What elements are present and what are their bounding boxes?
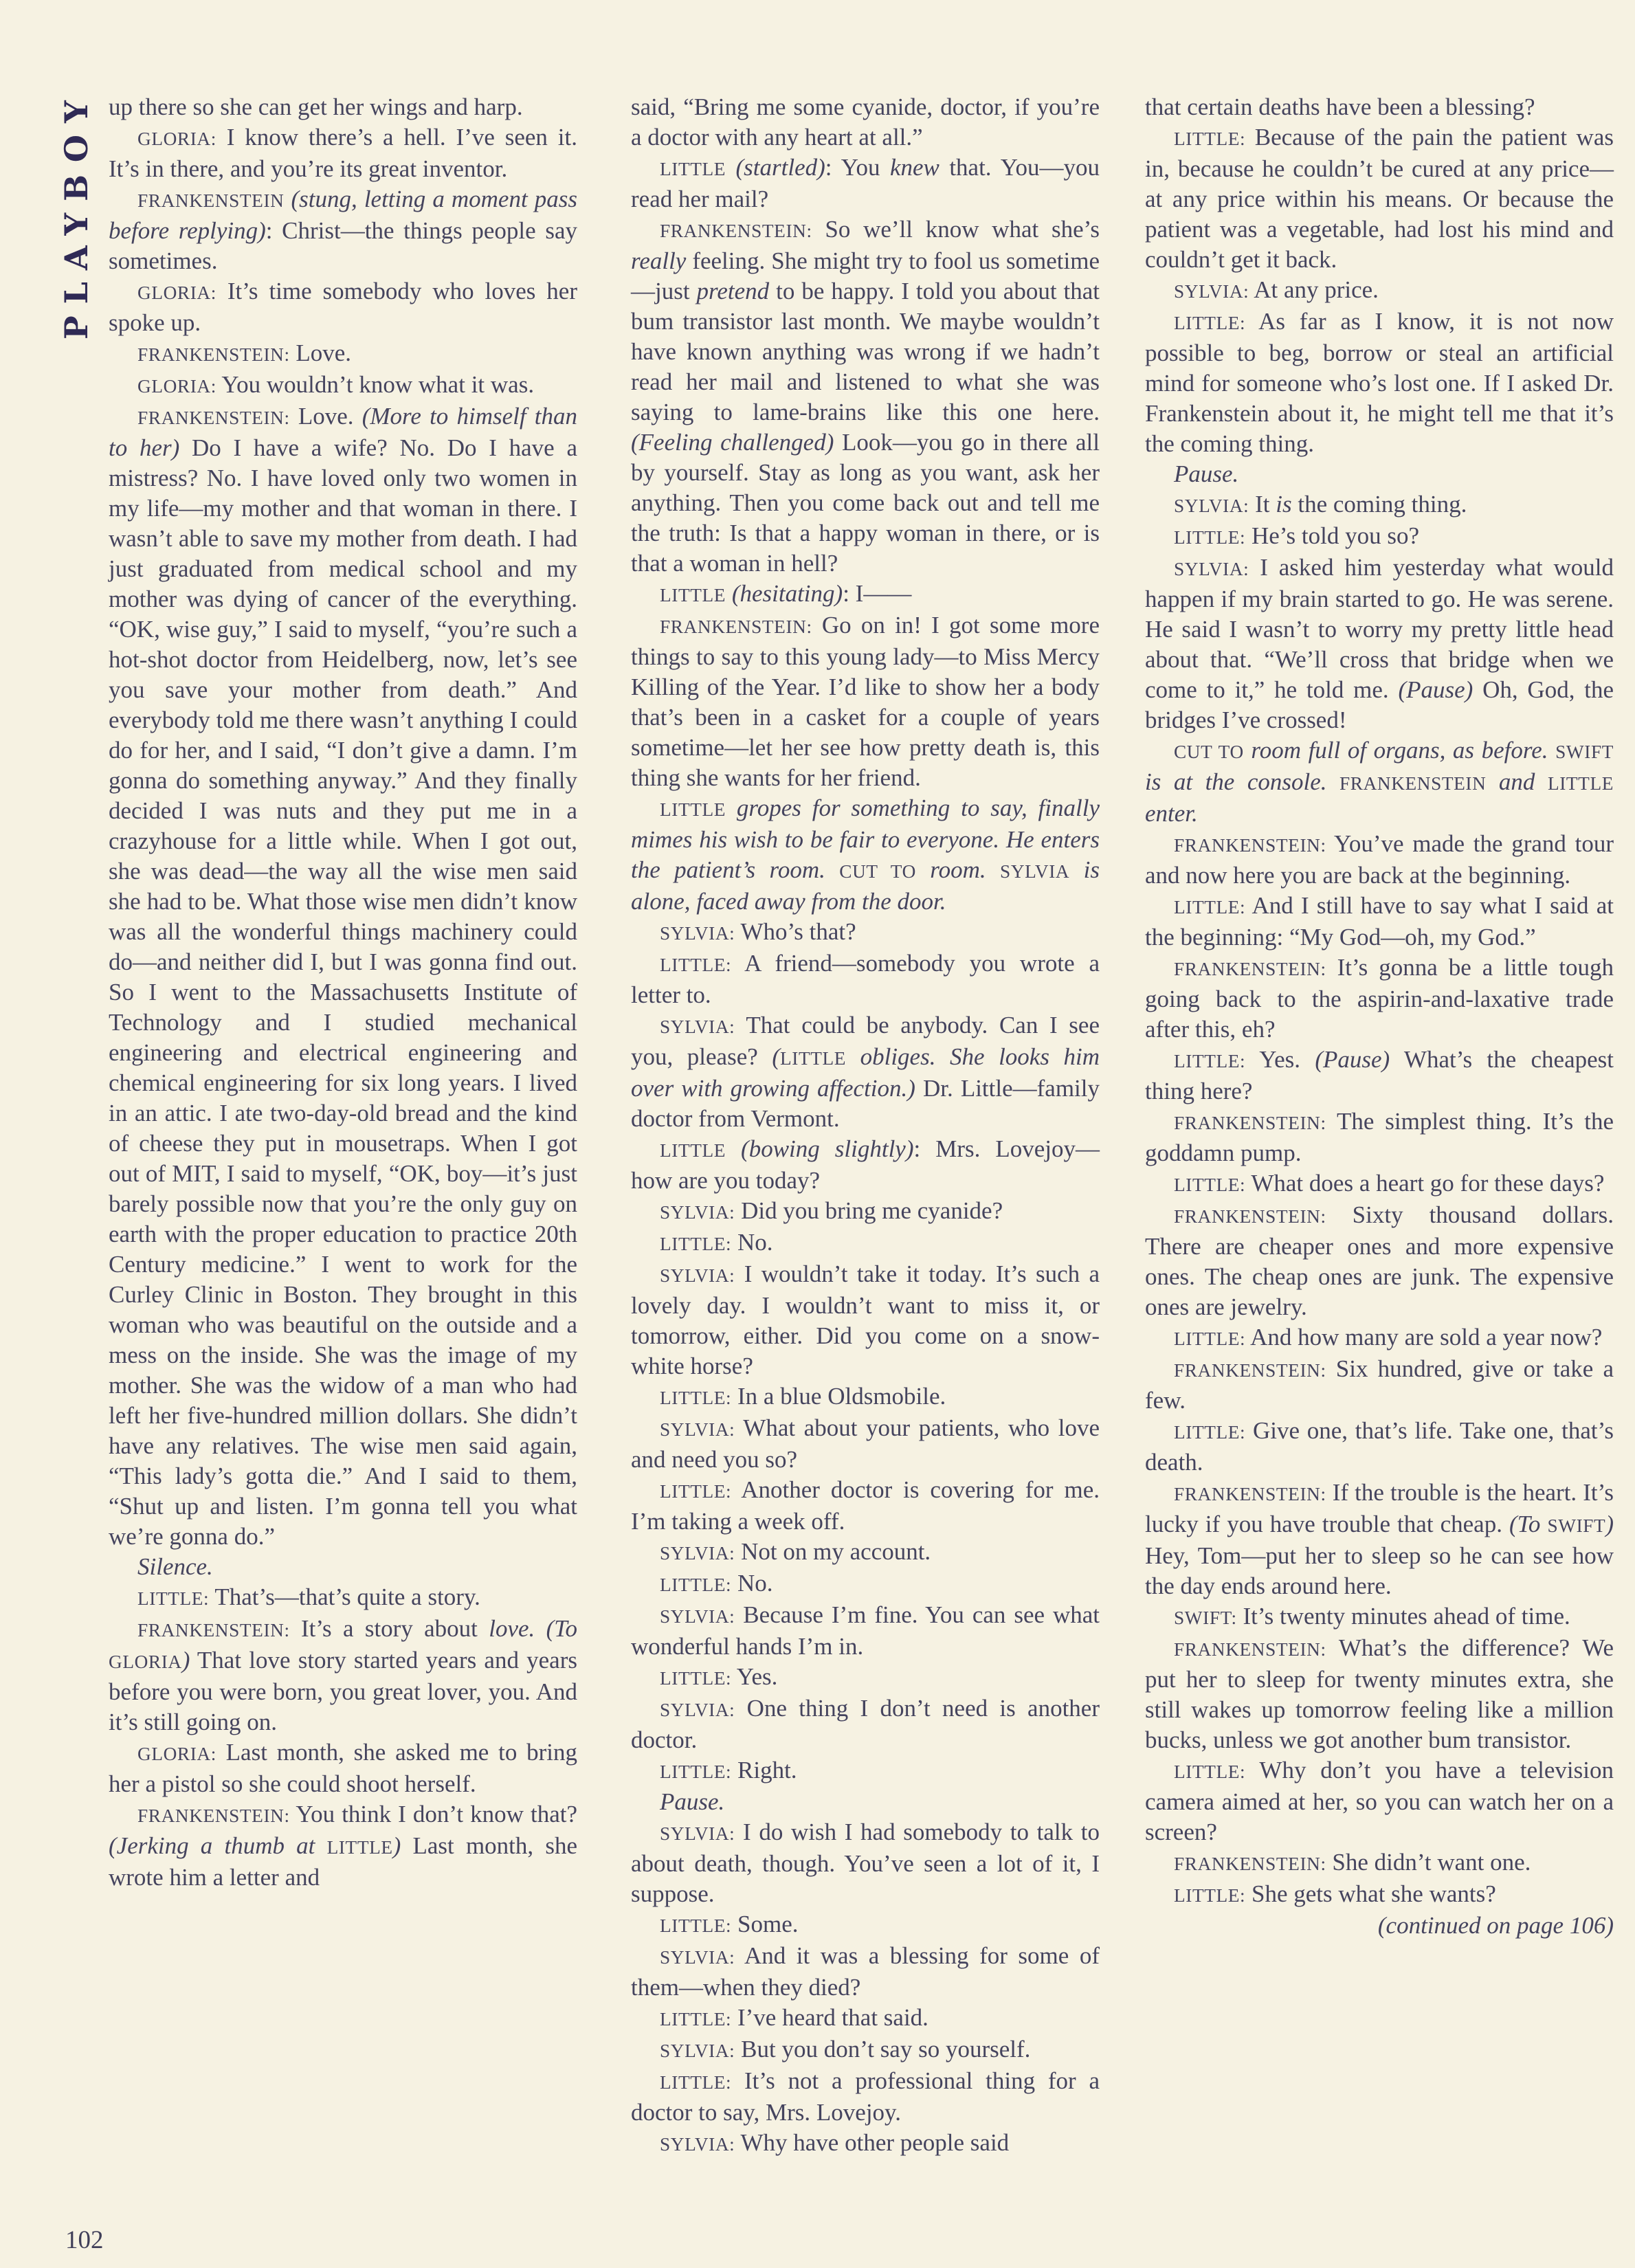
script-paragraph [1145,1200,1614,1322]
speaker-label: FRANKENSTEIN: [1174,1113,1326,1133]
script-paragraph [1145,275,1614,307]
dialogue-text: At any price. [1249,276,1379,303]
speaker-label: LITTLE: [660,2072,732,2093]
stage-direction: (Pause) [1315,1046,1390,1073]
script-paragraph [631,1010,1100,1134]
dialogue-text: that. You—you read her mail? [631,154,1100,212]
script-paragraph [631,1693,1100,1755]
speaker-label: LITTLE [660,585,726,605]
speaker-label: LITTLE: [1174,129,1246,149]
speaker-label: LITTLE: [1174,527,1246,548]
script-paragraph [631,1755,1100,1787]
dialogue-text: If the trouble is the heart. It’s lucky if you have trouble that cheap. [1145,1479,1614,1537]
speaker-label: LITTLE: [660,1388,732,1408]
script-paragraph [1145,489,1614,521]
speaker-label: SYLVIA: [660,1202,735,1223]
dialogue-text: And I still have to say what I said at the beginning: “My God—oh, my God.” [1145,892,1614,950]
dialogue-text: It’s twenty minutes ahead of time. [1236,1603,1570,1630]
speaker-label: SYLVIA [1000,861,1070,882]
stage-direction: (hesitating) [726,580,843,607]
dialogue-text: that certain deaths have been a blessing? [1145,93,1535,120]
speaker-label: SYLVIA: [660,2134,735,2155]
script-paragraph [1145,1601,1614,1633]
stage-direction: room. [915,856,1001,883]
dialogue-text: A friend—somebody you wrote a letter to. [631,950,1100,1008]
dialogue-text: What’s the difference? We put her to sleep for twenty minutes extra, she still wakes up tomorrow feeling like a million bucks, unless we got another bum transistor. [1145,1634,1614,1753]
text-column-2 [631,92,1100,2159]
stage-direction: Pause. [1174,460,1239,487]
script-paragraph [631,1787,1100,1817]
dialogue-text: That love story started years and years before you were born, you great lover, you. And it’s still going on. [109,1647,577,1735]
script-paragraph [631,1381,1100,1413]
script-paragraph [631,1909,1100,1941]
speaker-label: FRANKENSTEIN: [1174,959,1326,979]
script-paragraph [1145,1168,1614,1200]
speaker-label: GLORIA: [137,129,216,149]
script-paragraph [631,793,1100,917]
speaker-label: LITTLE: [660,2009,732,2030]
dialogue-text: Yes. [1245,1046,1315,1073]
stage-direction: (Jerking a thumb at [109,1832,327,1859]
dialogue-text: You’ve made the grand tour and now here you are back at the beginning. [1145,830,1614,889]
speaker-label: FRANKENSTEIN: [1174,1206,1326,1227]
speaker-label: CUT TO [839,861,916,882]
dialogue-text: Some. [731,1911,799,1937]
script-paragraph [1145,1107,1614,1168]
speaker-label: LITTLE: [1174,313,1246,333]
speaker-label: LITTLE [660,799,726,820]
script-paragraph [1145,1911,1614,1941]
dialogue-text: But you don’t say so yourself. [735,2036,1031,2063]
speaker-label: LITTLE: [660,955,732,975]
dialogue-text: : Mrs. Lovejoy—how are you today? [631,1135,1100,1194]
dialogue-text: He’s told you so? [1245,522,1420,549]
script-paragraph [1145,1879,1614,1911]
script-paragraph [109,92,577,122]
stage-direction: ( [772,1043,780,1070]
script-paragraph [631,1196,1100,1227]
speaker-label: GLORIA: [137,1744,216,1764]
text-column-1 [109,92,577,1893]
speaker-label: SYLVIA: [660,1606,735,1627]
script-paragraph [109,401,577,1552]
script-paragraph [1145,521,1614,553]
script-paragraph [631,1600,1100,1662]
dialogue-text: One thing I don’t need is another doctor. [631,1695,1100,1753]
dialogue-text: And it was a blessing for some of them—when they died? [631,1942,1100,2001]
stage-direction: is at the console. [1145,768,1339,795]
speaker-label: LITTLE: [1174,1885,1246,1906]
speaker-label: SYLVIA: [660,2041,735,2061]
stage-direction: (More to himself than to her) [109,403,578,461]
speaker-label: SYLVIA: [1174,281,1249,302]
dialogue-text: What’s the cheapest thing here? [1145,1046,1614,1104]
dialogue-text: I’ve heard that said. [731,2004,928,2031]
script-paragraph [1145,1045,1614,1107]
speaker-label: LITTLE [1547,773,1614,794]
dialogue-text: Last month, she wrote him a letter and [109,1832,577,1891]
speaker-label: SYLVIA: [660,923,735,944]
script-paragraph [109,1737,577,1799]
speaker-label: LITTLE: [660,1234,732,1254]
dialogue-text: Right. [731,1757,797,1783]
script-paragraph [631,948,1100,1010]
speaker-label: FRANKENSTEIN: [137,344,290,365]
script-paragraph [1145,829,1614,891]
script-paragraph [1145,1633,1614,1755]
stage-direction: really [631,247,687,274]
dialogue-text: Love. [289,403,362,430]
speaker-label: FRANKENSTEIN: [137,408,290,428]
stage-direction: love. (To [489,1615,577,1642]
speaker-label: SYLVIA: [660,1700,735,1720]
speaker-label: SWIFT: [1174,1608,1237,1628]
script-paragraph [1145,307,1614,459]
text-column-3 [1145,92,1614,1941]
dialogue-text: Love. [289,340,352,366]
speaker-label: SYLVIA: [660,1823,735,1844]
dialogue-text: I asked him yesterday what would happen if my brain started to go. He was serene. He said I wasn’t to worry my pretty little head about that. “We’ll cross that bridge when we come to it,” he told me. [1145,554,1614,703]
speaker-label: LITTLE: [1174,1175,1246,1195]
script-paragraph [631,2128,1100,2159]
speaker-label: LITTLE: [1174,1328,1246,1349]
script-paragraph [1145,891,1614,953]
speaker-label: LITTLE: [660,1481,732,1502]
script-paragraph [631,1817,1100,1909]
dialogue-text: : Christ—the things people say sometimes. [109,217,577,274]
page-number: 102 [65,2226,104,2254]
speaker-label: FRANKENSTEIN: [1174,1484,1326,1504]
dialogue-text: In a blue Oldsmobile. [731,1383,946,1410]
dialogue-text: feeling. She might try to fool us sometime—just [631,247,1100,304]
dialogue-text: It’s a story about [289,1615,489,1642]
dialogue-text: Sixty thousand dollars. There are cheaper ones and more expensive ones. The cheap ones are junk. The expensive ones are jewelry. [1145,1201,1614,1320]
script-paragraph [109,1552,577,1582]
speaker-label: LITTLE [660,1140,726,1161]
dialogue-text: Give one, that’s life. Take one, that’s death. [1145,1417,1614,1476]
script-paragraph [631,2066,1100,2128]
speaker-label: FRANKENSTEIN [1339,773,1487,794]
dialogue-text: Because of the pain the patient was in, because he couldn’t be cured at any price—at any price within his means. Or because the patient was a vegetable, had lost his mind and couldn’t get it back. [1145,124,1614,273]
dialogue-text: She didn’t want one. [1326,1849,1531,1876]
dialogue-text: Yes. [731,1663,778,1690]
speaker-label: SYLVIA: [660,1016,735,1037]
script-paragraph [631,2034,1100,2066]
speaker-label: SYLVIA: [660,1543,735,1564]
dialogue-text: Hey, Tom—put her to sleep so he can see how the day ends around here. [1145,1542,1614,1599]
stage-direction: is alone, faced away from the door. [631,856,1100,915]
stage-direction: (bowing slightly) [726,1135,914,1162]
stage-direction: gropes for something to say, finally mimes his wish to be fair to everyone. He enters the patient’s room. [631,794,1100,883]
dialogue-text: What about your patients, who love and need you so? [631,1414,1100,1473]
speaker-label: FRANKENSTEIN: [660,616,812,637]
magazine-spine-title: PLAYBOY [58,89,95,340]
dialogue-text: Oh, God, the bridges I’ve crossed! [1145,676,1614,733]
speaker-label: FRANKENSTEIN: [137,1620,290,1641]
script-paragraph [1145,553,1614,735]
dialogue-text: It [1249,491,1276,518]
speaker-label: FRANKENSTEIN: [660,221,812,241]
stage-direction: pretend [696,278,770,304]
stage-direction: (startled) [726,154,825,181]
dialogue-text: It’s gonna be a little tough going back to the aspirin-and-laxative trade after this, eh? [1145,954,1614,1043]
speaker-label: GLORIA: [137,376,216,397]
speaker-label: GLORIA [109,1652,182,1672]
speaker-label: FRANKENSTEIN: [1174,1360,1326,1381]
script-paragraph [109,338,577,370]
dialogue-text: up there so she can get her wings and harp. [109,93,523,120]
speaker-label: SWIFT [1555,742,1614,762]
speaker-label: GLORIA: [137,282,216,303]
dialogue-text: Why have other people said [735,2129,1010,2156]
dialogue-text: As far as I know, it is not now possible to beg, borrow or steal an artificial mind for someone who’s lost one. If I asked Dr. Frankenstein about it, he might tell me that it’s the coming thing. [1145,308,1614,457]
script-paragraph [1145,1416,1614,1478]
dialogue-text: Did you bring me cyanide? [735,1197,1003,1224]
dialogue-text: Not on my account. [735,1538,931,1565]
speaker-label: CUT TO [1174,742,1244,762]
stage-direction: enter. [1145,800,1198,827]
dialogue-text: I do wish I had somebody to talk to about death, though. You’ve seen a lot of it, I suppose. [631,1819,1100,1907]
stage-direction: and [1486,768,1548,795]
script-paragraph [631,1537,1100,1568]
speaker-label: LITTLE: [1174,1051,1246,1071]
dialogue-text: Do I have a wife? No. Do I have a mistress? No. I have loved only two women in my life—my mother and that woman in there. I wasn’t able to save my mother from death. I had just graduated from medical school and my mother was dying of cancer of the everything. “OK, wise guy,” I said to myself, “you’re such a hot-shot doctor from Heidelberg, now, let’s see you save your mother from death.” And everybody told me there wasn’t anything I could do for her, and I said, “I don’t give a damn. I’m gonna do something anyway.” And they finally decided I was nuts and they put me in a crazyhouse for a little while. When I got out, she was dead—the way all the wise men said she had to be. What those wise men didn’t know was all the wonderful things machinery could do—and neither did I, but I was gonna find out. So I went to the Massachusetts Institute of Technology and I studied mechanical engineering and electrical engineering and chemical engineering for six long years. I lived in an attic. I ate two-day-old bread and the kind of cheese they put in mousetraps. When I got out of MIT, I said to myself, “OK, boy—it’s just barely possible now that you’re the only guy on earth with the proper education to practice 20th Century medicine.” I went to work for the Curley Clinic in Boston. They brought in this woman who was beautiful on the outside and a mess on the inside. She was the image of my mother. She was the widow of a man who had left her five-hundred million dollars. She didn’t have any relatives. The wise men said again, “This lady’s gotta die.” And I said to them, “Shut up and listen. I’m gonna tell you what we’re gonna do.” [109,434,577,1550]
script-paragraph [109,276,577,338]
script-paragraph [1145,92,1614,122]
script-paragraph [109,1582,577,1614]
dialogue-text: I wouldn’t take it today. It’s such a lovely day. I wouldn’t want to miss it, or tomorrow, either. Did you come on a snow-white horse? [631,1260,1100,1379]
dialogue-text: And how many are sold a year now? [1245,1324,1603,1350]
stage-direction: Silence. [137,1553,213,1580]
dialogue-text: You think I don’t know that? [289,1801,577,1827]
script-paragraph [631,1662,1100,1693]
stage-direction: knew [889,154,939,181]
script-paragraph [631,92,1100,153]
speaker-label: FRANKENSTEIN: [1174,1639,1326,1660]
dialogue-text: It’s time somebody who loves her spoke up. [109,278,577,336]
script-paragraph [109,1799,577,1893]
dialogue-text: That’s—that’s quite a story. [209,1583,480,1610]
script-paragraph [631,1413,1100,1475]
speaker-label: LITTLE: [660,1575,732,1595]
stage-direction: (To [1509,1511,1548,1537]
dialogue-text: So we’ll know what she’s [812,216,1100,243]
script-paragraph [631,610,1100,793]
script-paragraph [631,1941,1100,2003]
speaker-label: SYLVIA: [660,1265,735,1286]
script-paragraph [631,1134,1100,1196]
speaker-label: SYLVIA: [1174,559,1249,579]
stage-direction: (Pause) [1398,676,1473,703]
speaker-label: LITTLE: [660,1668,732,1689]
dialogue-text: Six hundred, give or take a few. [1145,1355,1614,1414]
script-paragraph [1145,953,1614,1045]
stage-direction: ) [181,1647,190,1674]
stage-direction: (stung, letting a moment pass before replying) [109,186,577,244]
dialogue-text: Another doctor is covering for me. I’m taking a week off. [631,1476,1100,1535]
dialogue-text: Last month, she asked me to bring her a pistol so she could shoot herself. [109,1739,577,1797]
speaker-label: LITTLE: [1174,897,1246,918]
script-paragraph [109,1614,577,1737]
script-paragraph [1145,1354,1614,1416]
script-paragraph [631,1227,1100,1259]
dialogue-text: : You [825,154,890,181]
script-paragraph [1145,459,1614,489]
script-paragraph [109,184,577,276]
dialogue-text: No. [731,1229,773,1256]
stage-direction: (continued on page 106) [1377,1912,1614,1939]
speaker-label: LITTLE [660,159,726,179]
dialogue-text: the coming thing. [1291,491,1467,518]
speaker-label: FRANKENSTEIN: [1174,1854,1326,1874]
dialogue-text: You wouldn’t know what it was. [216,371,535,398]
stage-direction: Pause. [660,1788,725,1815]
dialogue-text: Who’s that? [735,918,856,945]
dialogue-text: No. [731,1570,773,1597]
speaker-label: LITTLE [326,1837,393,1858]
dialogue-text: The simplest thing. It’s the goddamn pump. [1145,1108,1614,1166]
dialogue-text: I know there’s a hell. I’ve seen it. It’s in there, and you’re its great inventor. [109,124,577,182]
dialogue-text: : I—— [843,580,912,607]
script-paragraph [631,214,1100,579]
script-paragraph [109,122,577,184]
script-paragraph [631,153,1100,214]
script-paragraph [631,1568,1100,1600]
speaker-label: LITTLE: [660,1915,732,1936]
dialogue-text: Go on in! I got some more things to say to this young lady—to Miss Mercy Killing of the Year. I’d like to show her a body that’s been in a casket for a couple of years sometime—let her see how pretty death is, this thing she wants for her friend. [631,612,1100,791]
dialogue-text: Why don’t you have a television camera aimed at her, so you can watch her on a screen? [1145,1757,1614,1845]
speaker-label: FRANKENSTEIN: [137,1805,290,1826]
stage-direction: room full of organs, as before. [1243,737,1556,764]
dialogue-text: It’s not a professional thing for a doctor to say, Mrs. Lovejoy. [631,2067,1100,2126]
script-paragraph [1145,1478,1614,1601]
script-paragraph [631,1475,1100,1537]
script-paragraph [1145,735,1614,829]
dialogue-text: Dr. Little—family doctor from Vermont. [631,1075,1100,1132]
speaker-label: LITTLE: [660,1761,732,1782]
script-paragraph [1145,1847,1614,1879]
script-paragraph [631,579,1100,610]
speaker-label: LITTLE: [137,1588,210,1609]
speaker-label: LITTLE: [1174,1761,1246,1782]
stage-direction: (Feeling challenged) [631,429,834,456]
speaker-label: SYLVIA: [660,1947,735,1968]
script-paragraph [1145,122,1614,275]
stage-direction: ) [392,1832,401,1859]
stage-direction: obliges. She looks him over with growing affection.) [631,1043,1100,1102]
script-paragraph [631,917,1100,948]
dialogue-text: Because I’m fine. You can see what wonderful hands I’m in. [631,1601,1100,1660]
dialogue-text: Look—you go in there all by yourself. Stay as long as you want, ask her anything. Then you come back out and tell me the truth: Is that a happy woman in there, or is that a woman in hell? [631,429,1100,577]
script-paragraph [631,2003,1100,2034]
script-paragraph [631,1259,1100,1381]
dialogue-text: What does a heart go for these days? [1245,1170,1605,1197]
script-paragraph [109,370,577,401]
speaker-label: SYLVIA: [660,1419,735,1440]
script-paragraph [1145,1755,1614,1847]
dialogue-text: to be happy. I told you about that bum transistor last month. We maybe wouldn’t have known anything was wrong if we hadn’t read her mail and listened to what she was saying to lame-brains like this one here. [631,278,1100,425]
dialogue-text: said, “Bring me some cyanide, doctor, if you’re a doctor with any heart at all.” [631,93,1100,151]
script-paragraph [1145,1322,1614,1354]
speaker-label: FRANKENSTEIN [137,190,285,211]
stage-direction: ) [1605,1511,1614,1537]
stage-direction: is [1276,491,1292,518]
speaker-label: LITTLE: [1174,1422,1246,1443]
speaker-label: LITTLE [779,1048,847,1069]
speaker-label: SYLVIA: [1174,496,1249,516]
dialogue-text: That could be anybody. Can I see you, please? [631,1012,1100,1070]
dialogue-text: She gets what she wants? [1245,1880,1496,1907]
speaker-label: FRANKENSTEIN: [1174,835,1326,856]
speaker-label: SWIFT [1547,1515,1606,1536]
